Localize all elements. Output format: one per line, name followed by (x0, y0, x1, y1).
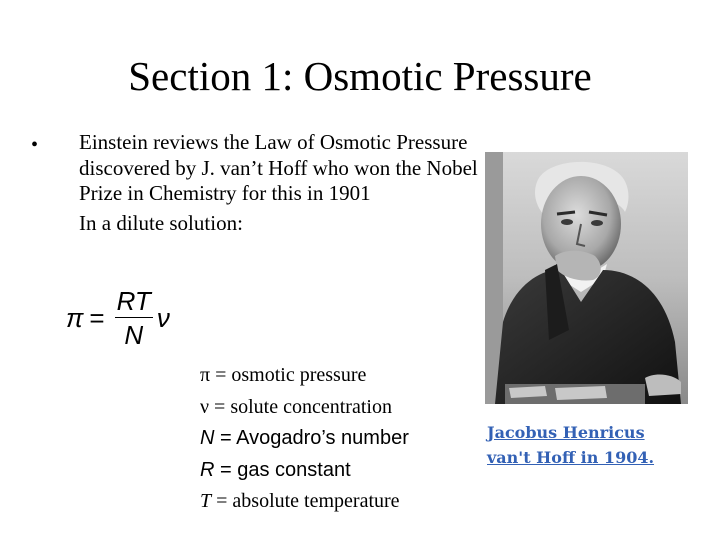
definition-text: = osmotic pressure (210, 364, 367, 386)
definition-item (200, 360, 409, 392)
formula-numerator: RT (116, 285, 151, 316)
definition-symbol: N (200, 427, 215, 450)
formula-pi: π (66, 302, 84, 333)
definition-item (200, 486, 409, 518)
slide-title: Section 1: Osmotic Pressure (128, 53, 592, 99)
definition-item (200, 392, 409, 424)
definition-text: = solute concentration (209, 395, 392, 418)
definition-symbol: R (200, 458, 215, 481)
definition-symbol: T (200, 490, 212, 513)
osmotic-pressure-formula (66, 282, 170, 354)
formula-equals: = (89, 302, 105, 333)
bullet-marker: • (31, 134, 39, 156)
portrait-illustration (485, 152, 688, 404)
definition-text: = gas constant (214, 458, 351, 481)
intro-paragraph: Einstein reviews the Law of Osmotic Pressure discovered by J. van’t Hoff who won the Nobel Prize in Chemistry for this in 1901 (79, 130, 478, 205)
bullet-text (79, 130, 479, 236)
definition-text: = absolute temperature (211, 490, 400, 513)
caption-line[interactable]: Jacobus Henricus (487, 423, 645, 442)
caption-line[interactable]: van't Hoff in 1904. (487, 448, 655, 467)
formula-denominator: N (124, 319, 144, 350)
definition-text: = Avogadro’s number (214, 427, 409, 450)
definition-list (200, 360, 409, 518)
dilute-solution-line: In a dilute solution: (79, 210, 243, 235)
definition-symbol: π (200, 364, 211, 386)
formula-nu: ν (156, 302, 170, 333)
definition-symbol: ν (200, 395, 210, 418)
definition-item (200, 455, 409, 487)
photo-caption[interactable] (487, 420, 687, 470)
definition-item (200, 423, 409, 455)
formula-fraction (115, 287, 153, 350)
portrait-photo (485, 152, 688, 404)
